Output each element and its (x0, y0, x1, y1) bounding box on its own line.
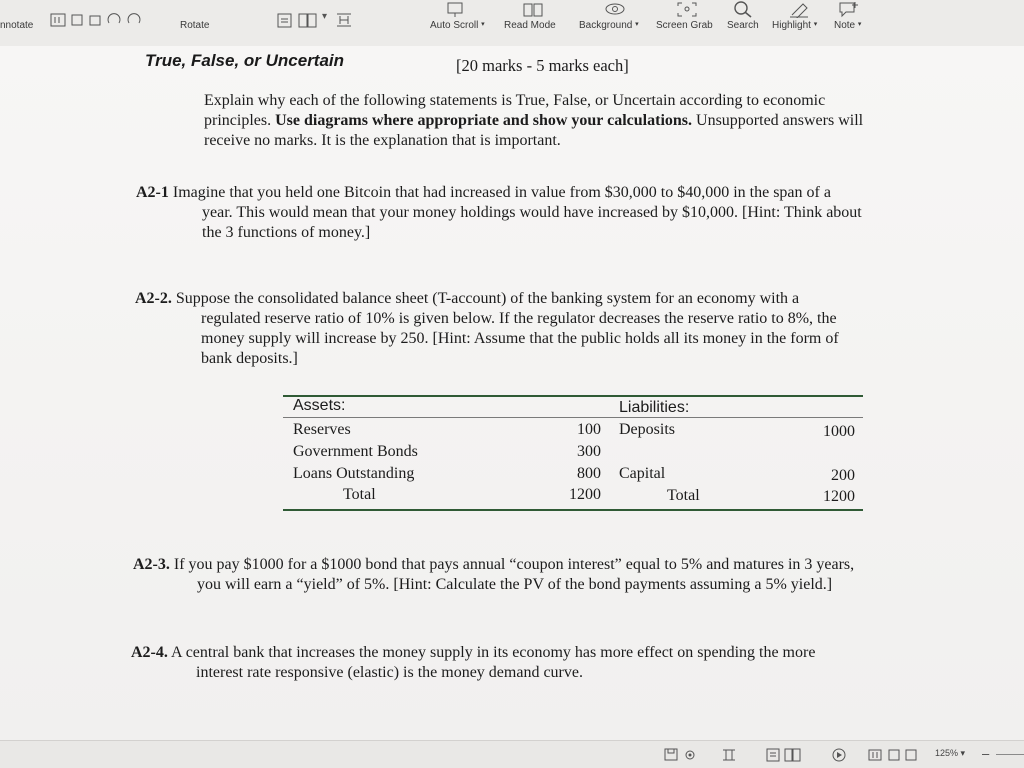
background-button[interactable] (579, 20, 639, 31)
liability-label: Capital (619, 465, 666, 482)
background-caret: ▾ (635, 21, 639, 28)
assets-total-label: Total (343, 486, 376, 503)
zoom-caret: ▾ (960, 748, 966, 758)
thumbnails-icon[interactable] (868, 748, 882, 764)
auto-scroll-icon[interactable] (446, 2, 464, 18)
note-add-icon[interactable] (838, 0, 860, 18)
read-mode-icon[interactable] (522, 2, 544, 18)
asset-label: Loans Outstanding (293, 465, 415, 482)
rotate-right-icon[interactable] (126, 13, 142, 27)
highlight-caret: ▾ (813, 21, 818, 28)
question-line: A2-2. Suppose the consolidated balance sheet (T-account) of the banking system for an economy with a (135, 290, 800, 307)
save-icon[interactable] (664, 748, 678, 763)
screen-grab-icon[interactable] (676, 1, 698, 18)
facing-page-icon[interactable] (88, 13, 102, 27)
question-line: A2-1 Imagine that you held one Bitcoin that had increased in value from $30,000 to $40,000 in the span of a (136, 184, 831, 201)
question-line: interest rate responsive (elastic) is the money demand curve. (196, 664, 583, 681)
liabilities-header: Liabilities: (619, 399, 690, 416)
asset-value: 300 (577, 443, 601, 460)
auto-scroll-button[interactable] (430, 20, 485, 31)
instructions-line-2: principles. Use diagrams where appropriate and show your calculations. Unsupported answers will (204, 112, 864, 129)
liability-value: 200 (831, 467, 855, 484)
assets-header: Assets: (293, 397, 346, 414)
question-line: A2-4. A central bank that increases the money supply in its economy has more effect on spending the more (131, 644, 816, 661)
auto-scroll-label: Auto Scroll (430, 20, 479, 31)
question-line: year. This would mean that your money holdings would have increased by $10,000. [Hint: Think about (202, 204, 862, 221)
view-dropdown-caret[interactable]: ▾ (322, 11, 328, 22)
instructions (204, 91, 994, 151)
question-line: regulated reserve ratio of 10% is given below. If the regulator decreases the reserve ratio to 8%, the (201, 310, 837, 327)
single-page-icon[interactable] (70, 13, 84, 27)
instructions-line-1: Explain why each of the following statements is True, False, or Uncertain according to economic (204, 92, 826, 109)
table-bottom-rule (283, 509, 863, 511)
question-line: the 3 functions of money.] (202, 224, 371, 241)
section-marks: [20 marks - 5 marks each] (456, 56, 629, 75)
two-page-view-icon[interactable] (784, 748, 802, 764)
asset-label: Government Bonds (293, 443, 418, 460)
page-thumbnails-icon[interactable] (50, 13, 66, 27)
question-label: A2-4. (131, 644, 168, 661)
search-label[interactable]: Search (727, 20, 759, 31)
auto-scroll-caret: ▾ (481, 21, 485, 28)
question-a2-4 (131, 643, 1011, 683)
question-line: bank deposits.] (201, 350, 298, 367)
highlight-button[interactable] (772, 20, 817, 31)
page-icon[interactable] (905, 748, 917, 764)
instructions-emphasis: Use diagrams where appropriate and show your calculations. (275, 112, 693, 129)
continuous-scroll-icon[interactable] (722, 748, 736, 764)
note-caret: ▾ (857, 21, 862, 28)
table-top-rule (283, 395, 863, 397)
page-icon[interactable] (888, 748, 900, 764)
highlight-label: Highlight (772, 20, 811, 31)
question-a2-2 (135, 289, 1015, 369)
question-label: A2-1 (136, 184, 169, 201)
instructions-line-3: receive no marks. It is the explanation that is important. (204, 132, 561, 149)
table-header-rule (283, 417, 863, 418)
asset-value: 100 (577, 421, 601, 438)
settings-icon[interactable] (683, 748, 697, 764)
background-label: Background (579, 20, 633, 31)
question-a2-3 (133, 555, 1013, 595)
highlight-pen-icon[interactable] (788, 1, 810, 18)
liabilities-total-label: Total (667, 487, 700, 504)
annotate-label[interactable]: nnotate (0, 20, 34, 31)
two-page-view-icon[interactable] (298, 13, 320, 28)
zoom-level[interactable] (935, 748, 965, 759)
read-mode-label[interactable]: Read Mode (504, 20, 556, 31)
liability-label: Deposits (619, 421, 675, 438)
question-line: A2-3. If you pay $1000 for a $1000 bond that pays annual “coupon interest” equal to 5% and matures in 3 years, (133, 556, 855, 573)
note-button[interactable] (834, 20, 861, 31)
continuous-scroll-icon[interactable] (335, 12, 353, 28)
question-line: you will earn a “yield” of 5%. [Hint: Calculate the PV of the bond payments assuming a 5% yield.] (197, 576, 833, 593)
question-label: A2-2. (135, 290, 172, 307)
asset-label: Reserves (293, 421, 351, 438)
note-label: Note (834, 20, 856, 31)
t-account-table (283, 395, 863, 511)
assets-total-value: 1200 (569, 486, 601, 503)
question-label: A2-3. (133, 556, 170, 573)
rotate-left-icon[interactable] (106, 13, 122, 27)
asset-value: 800 (577, 465, 601, 482)
search-icon[interactable] (733, 0, 753, 18)
single-page-view-icon[interactable] (766, 748, 780, 764)
section-heading: True, False, or Uncertain (145, 51, 345, 70)
zoom-out-button[interactable]: – (982, 746, 990, 761)
liabilities-total-value: 1200 (823, 488, 855, 505)
zoom-slider[interactable] (996, 754, 1024, 755)
question-line: money supply will increase by 250. [Hint: Assume that the public holds all its money in the form of (201, 330, 839, 347)
fit-page-icon[interactable] (277, 13, 292, 28)
play-icon[interactable] (832, 748, 846, 764)
top-toolbar (0, 0, 1024, 47)
background-eye-icon[interactable] (604, 2, 626, 16)
liability-value: 1000 (823, 423, 855, 440)
question-a2-1 (136, 183, 1016, 243)
screen-grab-label[interactable]: Screen Grab (656, 20, 713, 31)
bottom-status-bar (0, 740, 1024, 768)
zoom-value: 125% (935, 748, 959, 758)
rotate-label[interactable]: Rotate (180, 20, 210, 31)
